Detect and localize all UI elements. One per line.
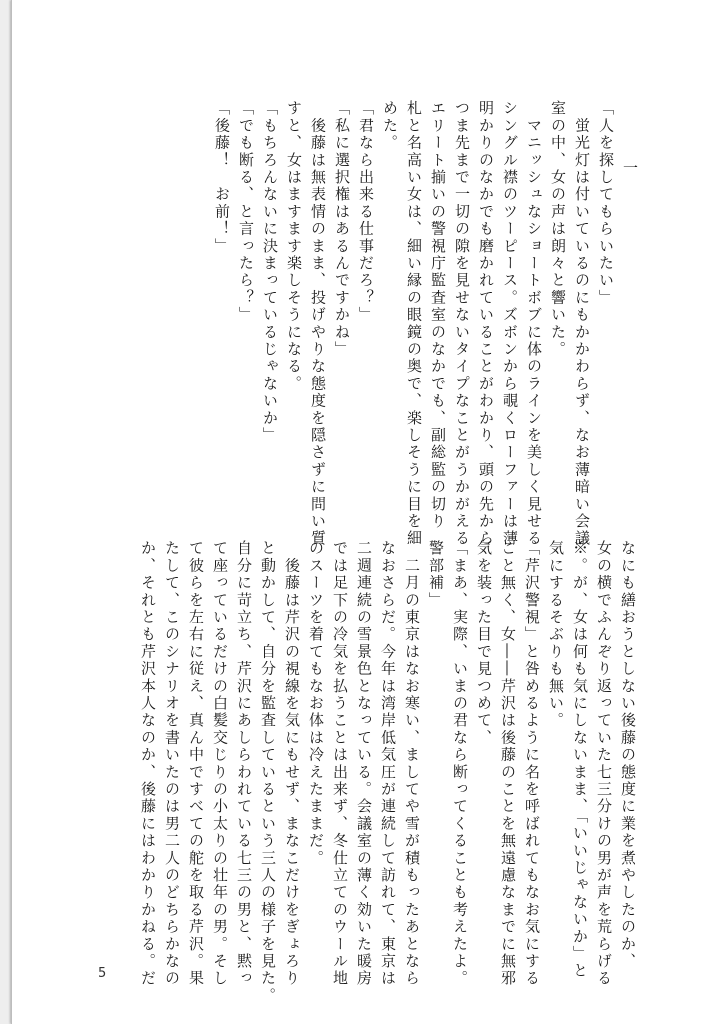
text-line: 「まあ、実際、いまの君なら断ってくることも考えたよ。: [451, 540, 469, 988]
text-line: 「私に選択権はあるんですかね」: [333, 100, 351, 358]
upper-text-block: [210, 100, 642, 548]
text-line: 札と名高い女は、細い縁の眼鏡の奥で、楽しそうに目を細: [405, 100, 423, 548]
text-line: 「君なら出来る仕事だろ？」: [357, 100, 375, 324]
text-line: 警部補」: [427, 540, 445, 609]
text-line: 「人を探してもらいたい」: [597, 100, 615, 307]
text-line: エリート揃いの警視庁監査室のなかでも、副総監の切り: [429, 100, 447, 530]
text-line: 後藤は芹沢の視線を気にもせず、まなこだけをぎょろり: [283, 540, 301, 988]
page-number: 5: [98, 966, 107, 981]
text-line: シングル襟のツーピース。ズボンから覗くローファーは薄: [501, 100, 519, 548]
text-line: つま先まで一切の隙を見せないタイプなことがうかがえる: [453, 100, 471, 548]
text-line: と動かして、自分を監査しているという三人の様子を見た。: [259, 540, 277, 1005]
text-line: 「芹沢警視」と咎めるように名を呼ばれてもなお気にする: [523, 540, 541, 988]
text-line: なにも繕おうとしない後藤の態度に業を煮やしたのか、: [619, 540, 637, 970]
text-line: 「もちろんないに決まっているじゃないか」: [261, 100, 279, 444]
chapter-heading: 一: [621, 160, 639, 178]
text-line: では足下の冷気を払うことは出来ず、冬仕立てのウール地: [331, 540, 349, 988]
text-line: 蛍光灯は付いているのにもかかわらず、なお薄暗い会議: [573, 100, 591, 548]
text-line: こと無く、女――芹沢は後藤のことを無遠慮なまでに無邪: [499, 540, 517, 988]
text-line: て座っているだけの白髪交じりの小太りの壮年の男。そし: [211, 540, 229, 988]
text-line: 二週連続の雪景色となっている。会議室の薄く効いた暖房: [355, 540, 373, 988]
text-line: 「後藤！ お前！」: [213, 100, 231, 255]
text-line: 室の中、女の声は朗々と響いた。: [549, 100, 567, 358]
text-line: めた。: [381, 100, 399, 152]
text-line: マニッシュなショートボブに体のラインを美しく見せる: [525, 100, 543, 548]
text-line: 女の横でふんぞり返っていた七三分けの男が声を荒らげる: [595, 540, 613, 988]
text-line: 気を装った目で見つめて、: [475, 540, 493, 747]
text-line: 二月の東京はなお寒い、ましてや雪が積もったあとなら: [403, 540, 421, 988]
text-line: か、それとも芹沢本人なのか、後藤にはわかりかねる。だ: [139, 540, 157, 988]
text-line: のスーツを着てもなお体は冷えたままだ。: [307, 540, 325, 867]
text-line: 後藤は無表情のまま、投げやりな態度を隠さずに問い質: [309, 100, 327, 548]
text-line: 自分に苛立ち、芹沢にあしらわれている七三の男と、黙っ: [235, 540, 253, 988]
text-line: 気にするそぶりも無い。: [547, 540, 565, 730]
text-line: て彼らを左右に従え、真ん中ですべての舵を取る芹沢。果: [187, 540, 205, 988]
text-line: すと、女はますます楽しそうになる。: [285, 100, 303, 393]
text-line: 明かりのなかでも磨かれていることがわかり、頭の先から: [477, 100, 495, 548]
text-line: 「でも断る、と言ったら？」: [237, 100, 255, 324]
document-page: [11, 0, 723, 1024]
text-line: たして、このシナリオを書いたのは男二人のどちらかなの: [163, 540, 181, 988]
text-line: なおさらだ。今年は湾岸低気圧が連続して訪れて、東京は: [379, 540, 397, 988]
text-line: ※。が、女は何も気にしないまま、「いいじゃないか」と: [571, 540, 589, 980]
lower-text-block: [136, 540, 640, 1005]
